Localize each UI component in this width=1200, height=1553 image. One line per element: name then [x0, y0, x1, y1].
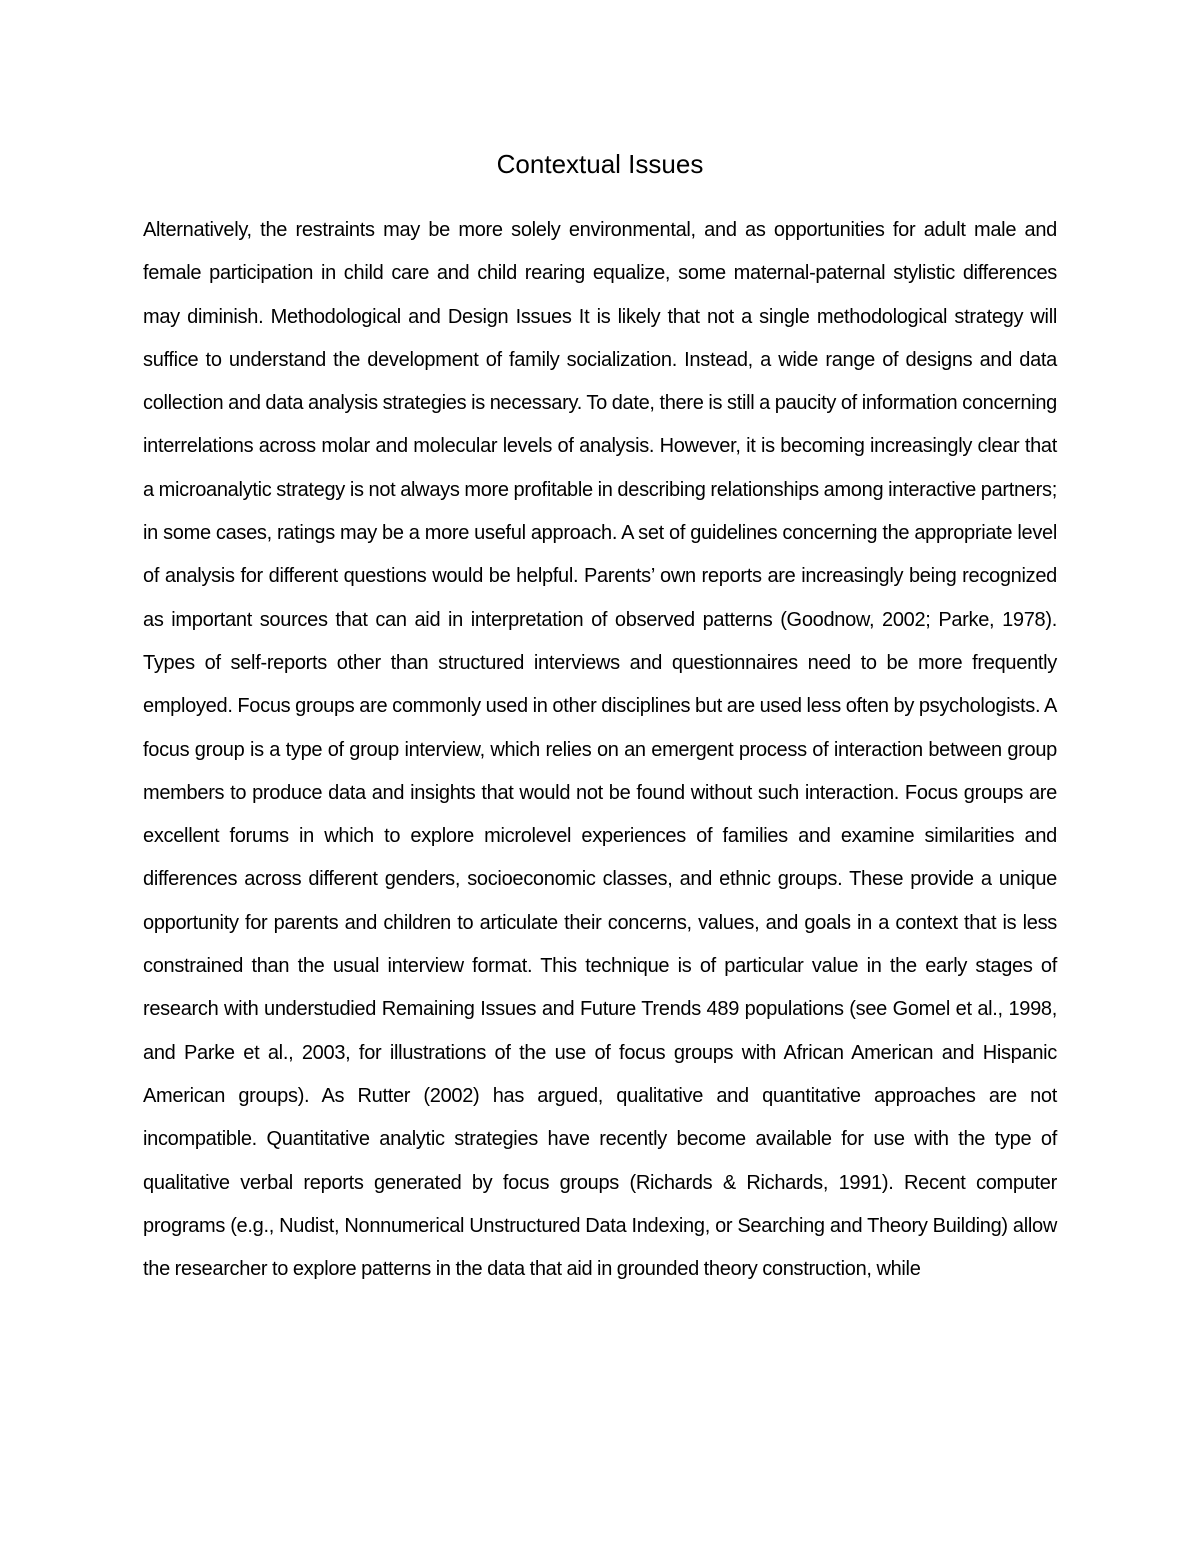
document-title: Contextual Issues	[496, 149, 704, 179]
document-body-paragraph: Alternatively, the restraints may be more solely environmental, and as opportunities for adult male and female participation in child care and child rearing equalize, some maternal-paternal stylistic differences may diminish. Methodological and Design Issues It is likely that not a single methodological strategy will suffice to understand the development of family socialization. Instead, a wide range of designs and data collection and data analysis strategies is necessary. To date, there is still a paucity of information concerning interrelations across molar and molecular levels of analysis. However, it is becoming increasingly clear that a microanalytic strategy is not always more profitable in describing relationships among interactive partners; in some cases, ratings may be a more useful approach. A set of guidelines concerning the appropriate level of analysis for different questions would be helpful. Parents’ own reports are increasingly being recognized as important sources that can aid in interpretation of observed patterns (Goodnow, 2002; Parke, 1978). Types of self-reports other than structured interviews and questionnaires need to be more frequently employed. Focus groups are commonly used in other disciplines but are used less often by psychologists. A focus group is a type of group interview, which relies on an emergent process of interaction between group members to produce data and insights that would not be found without such interaction. Focus groups are excellent forums in which to explore microlevel experiences of families and examine similarities and differences across different genders, socioeconomic classes, and ethnic groups. These provide a unique opportunity for parents and children to articulate their concerns, values, and goals in a context that is less constrained than the usual interview format. This technique is of particular value in the early stages of research with understudied Remaining Issues and Future Trends 489 populations (see Gomel et al., 1998, and Parke et al., 2003, for illustrations of the use of focus groups with African American and Hispanic American groups). As Rutter (2002) has argued, qualitative and quantitative approaches are not incompatible. Quantitative analytic strategies have recently become available for use with the type of qualitative verbal reports generated by focus groups (Richards & Richards, 1991). Recent computer programs (e.g., Nudist, Nonnumerical Unstructured Data Indexing, or Searching and Theory Building) allow the researcher to explore patterns in the data that aid in grounded theory construction, while	[143, 219, 1057, 1281]
